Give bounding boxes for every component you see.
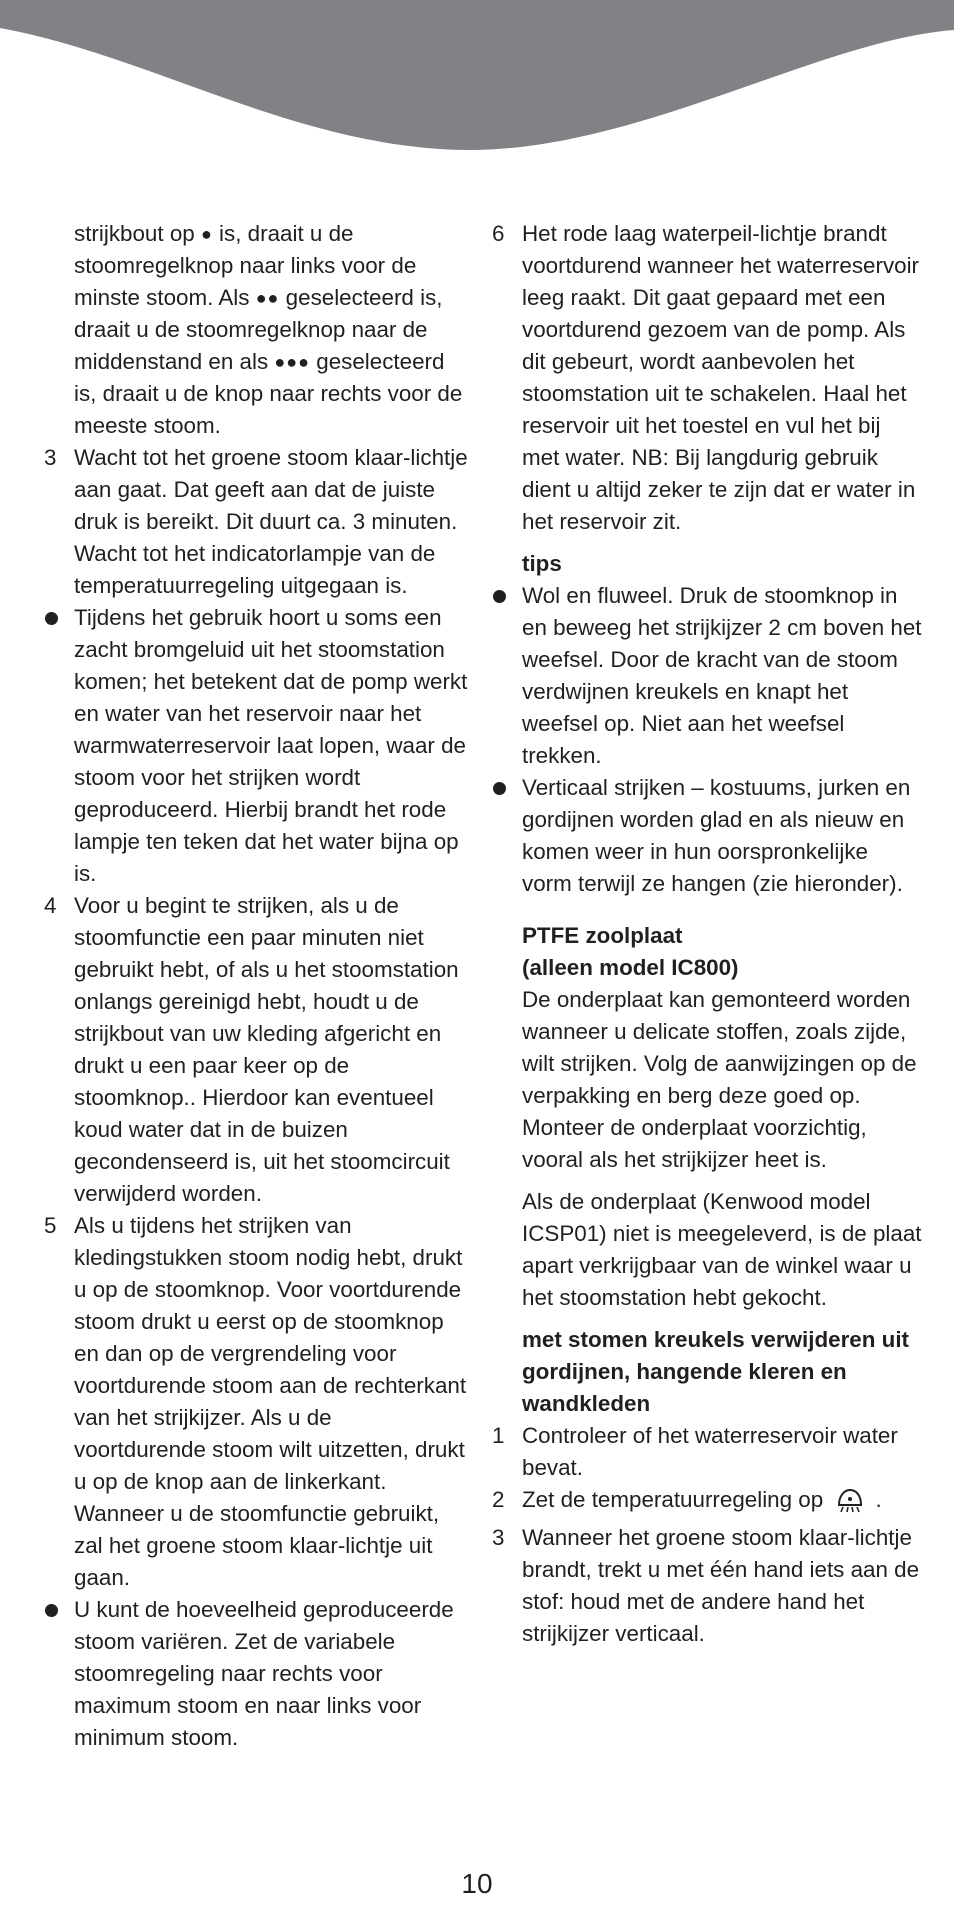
bullet-icon bbox=[44, 1594, 70, 1626]
step-2-tail: . bbox=[875, 1487, 882, 1512]
ptfe-heading: PTFE zoolplaat bbox=[522, 923, 683, 948]
left-column bbox=[44, 218, 468, 1754]
steam-setting-icon bbox=[835, 1487, 865, 1522]
steam-level-3-icon: ●●● bbox=[274, 352, 311, 372]
bullet-icon bbox=[492, 580, 518, 612]
bullet-item bbox=[44, 1594, 468, 1754]
bullet-icon bbox=[492, 772, 518, 804]
page-number: 10 bbox=[461, 1868, 493, 1899]
steam-level-1-icon: ● bbox=[200, 224, 213, 244]
step-4 bbox=[44, 890, 468, 1210]
step-1 bbox=[492, 1420, 922, 1484]
step-number: 1 bbox=[492, 1423, 505, 1448]
bullet-text: Tijdens het gebruik hoort u soms een zacht bromgeluid uit het stoomstation komen; het betekent dat de pomp werkt en water van het reservoir naar het warmwaterreservoir laat lopen, waar de stoom voor het strijken wordt geproduceerd. Hierbij brandt het rode lampje ten teken dat het water bijna op is. bbox=[74, 605, 468, 886]
step-2 bbox=[492, 1484, 922, 1522]
ptfe-paragraph-2: Als de onderplaat (Kenwood model ICSP01) niet is meegeleverd, is de plaat apart verkrijgbaar van de winkel waar u het stoomstation hebt gekocht. bbox=[522, 1189, 922, 1310]
bullet-item bbox=[492, 772, 922, 900]
step-text: Wanneer het groene stoom klaar-lichtje brandt, trekt u met één hand iets aan de stof: houd met de andere hand het strijkijzer verticaal. bbox=[522, 1525, 920, 1646]
intro-paragraph: strijkbout op ● is, draait u de stoomregelknop naar links voor de minste stoom. Als ●● geselecteerd is, draait u de stoomregelknop naar de middenstand en als ●●● geselecteerd is, draait u de knop naar rechts voor de meeste stoom. bbox=[74, 221, 463, 438]
steam-heading: met stomen kreukels verwijderen uit gordijnen, hangende kleren en wandkleden bbox=[522, 1327, 910, 1416]
step-6 bbox=[492, 218, 922, 538]
step-5 bbox=[44, 1210, 468, 1498]
step-number: 6 bbox=[492, 221, 505, 246]
steam-level-2-icon: ●● bbox=[255, 288, 280, 308]
step-number: 3 bbox=[44, 445, 57, 470]
bullet-text: Verticaal strijken – kostuums, jurken en gordijnen worden glad en als nieuw en komen weer in hun oorspronkelijke vorm terwijl ze hangen (zie hieronder). bbox=[522, 775, 911, 896]
step-text: Zet de temperatuurregeling op bbox=[522, 1487, 824, 1512]
step-3-right bbox=[492, 1522, 922, 1650]
ptfe-subheading: (alleen model IC800) bbox=[522, 955, 739, 980]
step-number: 2 bbox=[492, 1487, 505, 1512]
step-number: 5 bbox=[44, 1213, 57, 1238]
step-text: Als u tijdens het strijken van kledingstukken stoom nodig hebt, drukt u op de stoomknop. Voor voortdurende stoom drukt u eerst op de stoomknop en dan op de vergrendeling voor voortdurende stoom aan de rechterkant van het strijkijzer. Als u de voortdurende stoom wilt uitzetten, drukt u op de knop aan de linkerkant. bbox=[74, 1213, 467, 1494]
header-wave-band bbox=[0, 0, 954, 160]
step-5-note: Wanneer u de stoomfunctie gebruikt, zal het groene stoom klaar-lichtje uit gaan. bbox=[74, 1501, 440, 1590]
step-number: 3 bbox=[492, 1525, 505, 1550]
step-text: Controleer of het waterreservoir water bevat. bbox=[522, 1423, 898, 1480]
step-3 bbox=[44, 442, 468, 602]
bullet-item bbox=[492, 580, 922, 772]
step-number: 4 bbox=[44, 893, 57, 918]
bullet-text: Wol en fluweel. Druk de stoomknop in en beweeg het strijkijzer 2 cm boven het weefsel. Door de kracht van de stoom verdwijnen kreukels en knapt het weefsel op. Niet aan het weefsel trekken. bbox=[522, 583, 922, 768]
bullet-text: U kunt de hoeveelheid geproduceerde stoom variëren. Zet de variabele stoomregeling naar rechts voor maximum stoom en naar links voor minimum stoom. bbox=[74, 1597, 454, 1750]
ptfe-paragraph-1: De onderplaat kan gemonteerd worden wanneer u delicate stoffen, zoals zijde, wilt strijken. Volg de aanwijzingen op de verpakking en berg deze goed op. Monteer de onderplaat voorzichtig, vooral als het strijkijzer heet is. bbox=[522, 987, 917, 1172]
step-text: Voor u begint te strijken, als u de stoomfunctie een paar minuten niet gebruikt hebt, of als u het stoomstation onlangs gereinigd hebt, houdt u de strijkbout van uw kleding afgericht en drukt u een paar keer op de stoomknop.. Hierdoor kan eventueel koud water dat in de buizen gecondenseerd is, uit het stoomcircuit verwijderd worden. bbox=[74, 893, 459, 1206]
tips-heading: tips bbox=[522, 551, 562, 576]
step-text: Wacht tot het groene stoom klaar-lichtje aan gaat. Dat geeft aan dat de juiste druk is bereikt. Dit duurt ca. 3 minuten. Wacht tot het indicatorlampje van de temperatuurregeling uitgegaan is. bbox=[74, 445, 468, 598]
step-text: Het rode laag waterpeil-lichtje brandt voortdurend wanneer het waterreservoir leeg raakt. Dit gaat gepaard met een voortdurend gezoem van de pomp. Als dit gebeurt, wordt aanbevolen het stoomstation uit te schakelen. Haal het reservoir uit het toestel en vul het bij met water. NB: Bij langdurig gebruik dient u altijd zeker te zijn dat er water in het reservoir zit. bbox=[522, 221, 920, 534]
bullet-item bbox=[44, 602, 468, 890]
right-column bbox=[492, 218, 922, 1650]
bullet-icon bbox=[44, 602, 70, 634]
